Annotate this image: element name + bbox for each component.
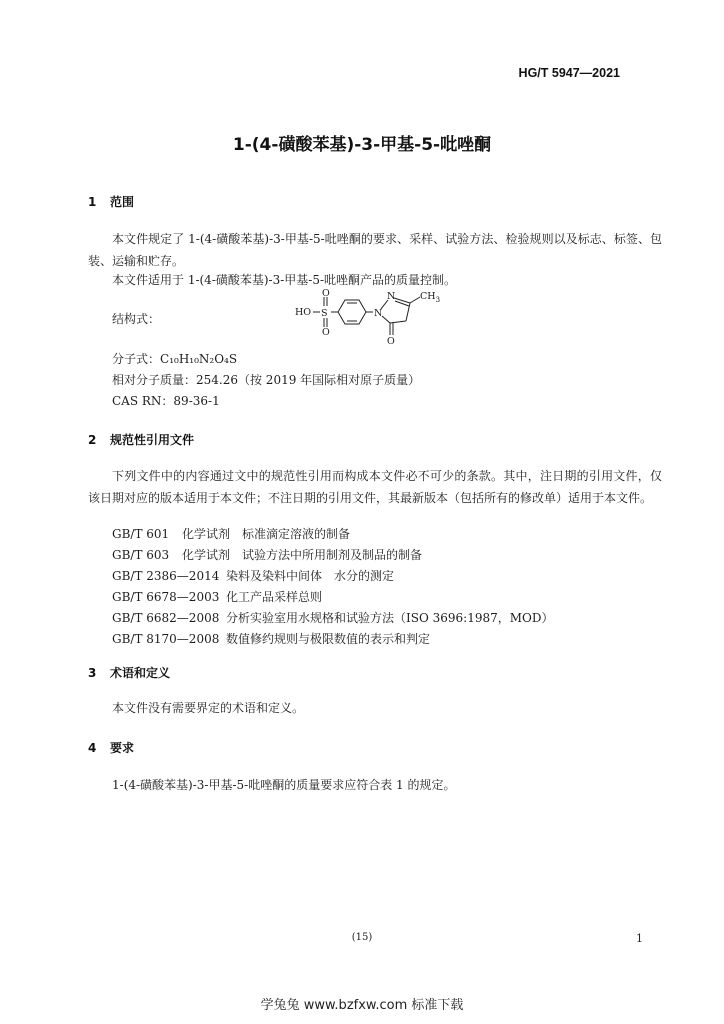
reference-item <box>112 567 394 584</box>
reference-code: GB/T 603 <box>112 548 170 562</box>
reference-item <box>112 609 553 626</box>
section-title: 规范性引用文件 <box>110 433 195 447</box>
section-number: 4 <box>88 741 97 755</box>
reference-title: 分析实验室用水规格和试验方法（ISO 3696:1987，MOD） <box>226 611 554 625</box>
section-2-heading <box>88 431 194 448</box>
section-1-paragraph-2: 本文件适用于 1-(4-磺酸苯基)-3-甲基-5-吡唑酮产品的质量控制。 <box>112 273 457 287</box>
reference-code: GB/T 2386—2014 <box>112 569 220 583</box>
reference-code: GB/T 6682—2008 <box>112 611 220 625</box>
structural-formula-diagram <box>290 285 450 347</box>
standard-code: HG/T 5947—2021 <box>518 66 620 80</box>
section-title: 范围 <box>110 195 135 209</box>
page-number-center: (15) <box>351 932 373 943</box>
reference-title: 化学试剂 标准滴定溶液的制备 <box>182 527 351 541</box>
structure-label: 结构式： <box>112 312 161 326</box>
molecular-formula-line: 分子式：C₁₀H₁₀N₂O₄S <box>112 352 238 366</box>
reference-code: GB/T 6678—2003 <box>112 590 220 604</box>
reference-item <box>112 525 350 542</box>
mol-ho-label: HO <box>295 307 312 318</box>
section-4-paragraph: 1-(4-磺酸苯基)-3-甲基-5-吡唑酮的质量要求应符合表 1 的规定。 <box>112 778 456 792</box>
mol-s-label: S <box>321 308 328 319</box>
section-1-heading <box>88 193 134 210</box>
reference-title: 化工产品采样总则 <box>226 590 323 604</box>
section-title: 术语和定义 <box>110 666 171 680</box>
mol-o-top-label: O <box>322 288 330 299</box>
document-title: 1-(4-磺酸苯基)-3-甲基-5-吡唑酮 <box>232 135 492 155</box>
page-number-right: 1 <box>636 932 643 945</box>
mol-o-bottom-label: O <box>322 327 330 338</box>
mol-n2-label: N <box>387 291 396 302</box>
section-number: 2 <box>88 433 97 447</box>
section-2-paragraph: 下列文件中的内容通过文中的规范性引用而构成本文件必不可少的条款。其中，注日期的引用文件，仅该日期对应的版本适用于本文件；不注日期的引用文件，其最新版本（包括所有的修改单）适用于本文件。 <box>88 469 662 505</box>
reference-title: 数值修约规则与极限数值的表示和判定 <box>226 632 431 646</box>
reference-code: GB/T 601 <box>112 527 170 541</box>
section-title: 要求 <box>110 741 135 755</box>
molecular-mass-line: 相对分子质量：254.26（按 2019 年国际相对原子质量） <box>112 373 421 387</box>
reference-title: 染料及染料中间体 水分的测定 <box>226 569 395 583</box>
mol-o-carbonyl-label: O <box>387 336 395 347</box>
reference-title: 化学试剂 试验方法中所用制剂及制品的制备 <box>182 548 423 562</box>
section-number: 1 <box>88 195 97 209</box>
mol-ch3-label: $CH_3$ <box>420 291 441 304</box>
section-1-paragraph-1: 本文件规定了 1-(4-磺酸苯基)-3-甲基-5-吡唑酮的要求、采样、试验方法、检验规则以及标志、标签、包装、运输和贮存。 <box>88 232 662 268</box>
reference-item <box>112 588 322 605</box>
watermark-text: 学兔兔 www.bzfxw.com 标准下载 <box>260 998 464 1013</box>
reference-item <box>112 546 422 563</box>
section-3-paragraph: 本文件没有需要界定的术语和定义。 <box>112 701 305 715</box>
mol-n1-label: N <box>374 308 383 319</box>
reference-code: GB/T 8170—2008 <box>112 632 220 646</box>
cas-number-line: CAS RN：89-36-1 <box>112 394 220 408</box>
section-number: 3 <box>88 666 97 680</box>
reference-item <box>112 630 430 647</box>
section-4-heading <box>88 739 134 756</box>
molecular-formula: C₁₀H₁₀N₂O₄S <box>160 352 238 366</box>
section-3-heading <box>88 664 170 681</box>
